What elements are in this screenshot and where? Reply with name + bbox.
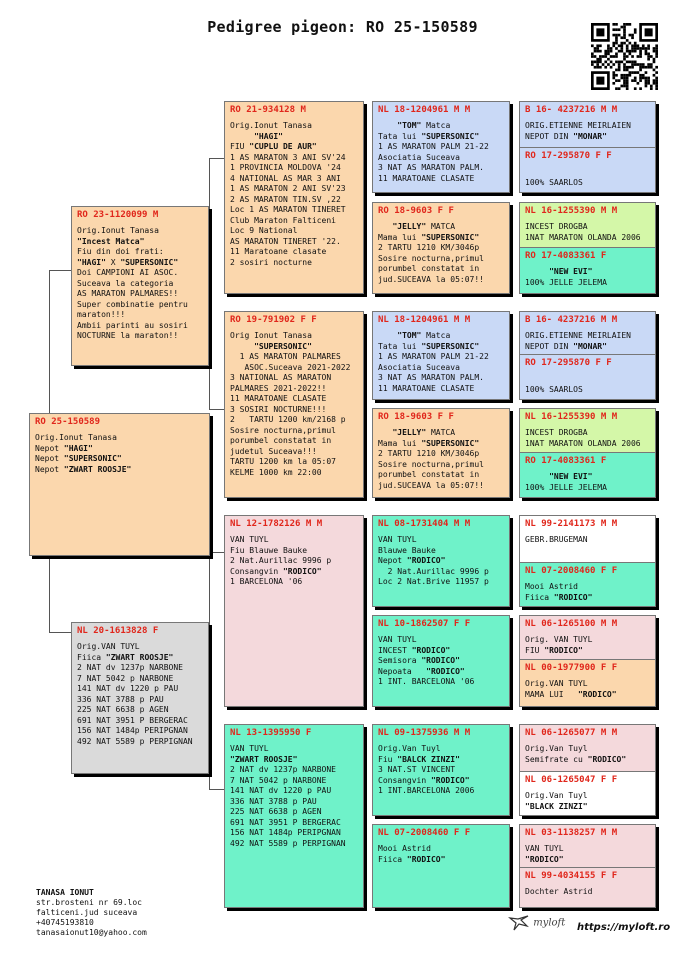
detail-line: "Incest Matca": [77, 236, 145, 246]
detail-line: porumbel constatat in: [230, 436, 332, 445]
qr-code-icon: [591, 23, 658, 90]
gg-pair-4: [519, 408, 656, 498]
gg-card-8: [520, 452, 655, 498]
detail-line: Orig Ionut Tanasa: [230, 331, 312, 340]
detail-line: 3 SOSIRI NOCTURNE!!!: [230, 404, 327, 414]
subject-card: [29, 413, 210, 556]
detail-line: Doi CAMPIONI AI ASOC.: [77, 268, 179, 277]
detail-line: "NEW EVI": [549, 267, 593, 276]
detail-line: 100% SAARLOS: [525, 177, 583, 187]
gg-card-14: [520, 771, 655, 816]
great-grandparent-6-ring: NL 10-1862507 F F: [378, 619, 471, 629]
great-grandparent-card-2: [372, 202, 510, 294]
detail-line: 2 Nat.Aurillac 9996 p: [378, 566, 489, 576]
detail-line: 4 NATIONAL AS MAR 3 ANI: [230, 173, 341, 183]
gg-6-details: [525, 374, 651, 395]
grandparent-4-ring: NL 13-1395950 F: [230, 728, 312, 738]
gg-13-ring: NL 06-1265077 M M: [525, 728, 618, 738]
gg-card-3: [520, 203, 655, 247]
detail-line: 2 NAT dv 1237p NARBONE: [77, 663, 183, 672]
detail-line: 1 AS MARATON 2 ANI SV'23: [230, 184, 346, 193]
dam-card: [71, 622, 209, 774]
detail-line: INCEST DROGBA: [525, 428, 588, 437]
detail-line: Mama lui "SUPERSONIC": [378, 438, 480, 448]
gg-card-7: [520, 409, 655, 452]
gg-9-ring: NL 99-2141173 M M: [525, 519, 618, 529]
gg-1-ring: B 16- 4237216 M M: [525, 105, 618, 115]
detail-line: FIU "CUPLU DE AUR": [230, 142, 317, 151]
detail-line: 100% JELLE JELEMA: [525, 482, 607, 492]
gg-13-details: [525, 744, 651, 765]
sire-ring: RO 23-1120099 M: [77, 210, 159, 220]
great-grandparent-card-6: [372, 615, 510, 707]
connector-line: [209, 158, 225, 410]
myloft-logo: [508, 914, 565, 932]
detail-line: VAN TUYL: [378, 535, 417, 544]
detail-line: Orig.VAN TUYL: [525, 679, 588, 688]
connector-line: [49, 270, 72, 413]
great-grandparent-6-details: [378, 635, 505, 688]
detail-line: Club Maraton Falticeni: [230, 215, 336, 225]
detail-line: Consangvin "RODICO": [230, 566, 322, 576]
gg-8-ring: RO 17-4083361 F: [525, 456, 607, 466]
detail-line: 141 NAT dv 1220 p PAU: [230, 786, 332, 795]
detail-line: 225 NAT 6638 p AGEN: [77, 705, 169, 714]
detail-line: Mooi Astrid: [378, 844, 431, 853]
gg-12-details: [525, 679, 651, 700]
gg-2-ring: RO 17-295870 F F: [525, 151, 612, 161]
detail-line: "SUPERSONIC": [254, 341, 312, 351]
gg-14-ring: NL 06-1265047 F F: [525, 775, 618, 785]
gg-16-ring: NL 99-4034155 F F: [525, 871, 618, 881]
gg-11-details: [525, 635, 651, 656]
gg-9-details: [525, 535, 651, 546]
gg-15-details: [525, 844, 651, 865]
detail-line: 492 NAT 5589 p PERPIGNAN: [230, 838, 346, 848]
detail-line: Ambii parinti au sosiri: [77, 320, 188, 330]
gg-3-details: [525, 222, 651, 243]
detail-line: 2 TARTU 1200 km/2168 p: [230, 415, 346, 424]
grandparent-2-ring: RO 19-791902 F F: [230, 315, 317, 325]
detail-line: jud.SUCEAVA la 05:07!!: [378, 480, 484, 490]
detail-line: 11 Maratoane clasate: [230, 247, 327, 256]
detail-line: ASOC.Suceava 2021-2022: [230, 362, 351, 372]
detail-line: FIU "RODICO": [525, 645, 583, 655]
grandparent-card-2: [224, 311, 364, 498]
gg-pair-5: [519, 515, 656, 607]
sire-details: [77, 226, 204, 342]
detail-line: AS MARATON PALMARES!!: [77, 289, 179, 298]
great-grandparent-4-ring: RO 18-9603 F F: [378, 412, 454, 422]
great-grandparent-2-ring: RO 18-9603 F F: [378, 206, 454, 216]
detail-line: porumbel constatat in: [378, 264, 480, 273]
great-grandparent-3-details: [378, 331, 505, 394]
detail-line: Orig.VAN TUYL: [77, 642, 140, 651]
great-grandparent-3-ring: NL 18-1204961 M M: [378, 315, 471, 325]
detail-line: 336 NAT 3788 p PAU: [77, 694, 164, 704]
detail-line: ORIG.ETIENNE MEIRLAIEN: [525, 331, 631, 340]
detail-line: Orig. VAN TUYL: [525, 635, 593, 644]
detail-line: 1 BARCELONA '06: [230, 577, 303, 586]
detail-line: Nepot "HAGI": [35, 443, 93, 453]
detail-line: Mama lui "SUPERSONIC": [378, 232, 480, 242]
subject-ring: RO 25-150589: [35, 417, 101, 427]
gg-card-13: [520, 725, 655, 771]
gg-14-details: [525, 791, 651, 812]
connector-line: [49, 556, 50, 622]
great-grandparent-8-details: [378, 844, 505, 865]
detail-line: 1 AS MARATON PALM 21-22: [378, 352, 489, 361]
detail-line: ORIG.ETIENNE MEIRLAIEN: [525, 121, 631, 130]
grandparent-card-4: [224, 724, 364, 908]
detail-line: 100% JELLE JELEMA: [525, 277, 607, 287]
detail-line: tanasaionut10@yahoo.com: [36, 928, 147, 937]
detail-line: Tata lui "SUPERSONIC": [378, 341, 480, 351]
gg-2-details: [525, 167, 651, 188]
grandparent-1-details: [230, 121, 359, 268]
great-grandparent-card-4: [372, 408, 510, 498]
detail-line: INCEST DROGBA: [525, 222, 588, 231]
detail-line: INCEST "RODICO": [378, 645, 451, 655]
page-title: Pedigree pigeon: RO 25-150589: [207, 18, 478, 36]
detail-line: 3 NATIONAL AS MARATON: [230, 373, 332, 382]
gg-3-ring: NL 16-1255390 M M: [525, 206, 618, 216]
detail-line: 1 INT. BARCELONA '06: [378, 677, 475, 686]
gg-card-5: [520, 312, 655, 354]
detail-line: 100% SAARLOS: [525, 384, 583, 394]
great-grandparent-card-5: [372, 515, 510, 607]
detail-line: Sosire nocturna,primul: [230, 425, 336, 435]
gg-5-ring: B 16- 4237216 M M: [525, 315, 618, 325]
pigeon-logo-icon: [508, 914, 530, 932]
detail-line: str.brosteni nr 69.loc: [36, 898, 142, 907]
detail-line: 1NAT MARATON OLANDA 2006: [525, 438, 641, 448]
detail-line: 156 NAT 1484p PERIPGNAN: [77, 726, 188, 735]
gg-7-ring: NL 16-1255390 M M: [525, 412, 618, 422]
detail-line: Sosire nocturna,primul: [378, 253, 484, 263]
grandparent-2-details: [230, 331, 359, 478]
detail-line: 7 NAT 5042 p NARBONE: [230, 775, 327, 785]
great-grandparent-card-1: [372, 101, 510, 193]
detail-line: 1 AS MARATON PALM 21-22: [378, 142, 489, 151]
detail-line: Blauwe Bauke: [378, 545, 436, 555]
gg-card-11: [520, 616, 655, 659]
gg-10-details: [525, 582, 651, 603]
gg-card-10: [520, 562, 655, 607]
owner-contact: [36, 888, 147, 938]
gg-card-4: [520, 247, 655, 294]
grandparent-4-details: [230, 744, 359, 849]
great-grandparent-1-ring: NL 18-1204961 M M: [378, 105, 471, 115]
gg-12-ring: NL 00-1977900 F F: [525, 663, 618, 673]
detail-line: KELME 1000 km 22:00: [230, 467, 322, 477]
owner-details: [36, 898, 147, 938]
detail-line: Nepoata "RODICO": [378, 666, 465, 676]
great-grandparent-7-ring: NL 09-1375936 M M: [378, 728, 471, 738]
connector-line: [49, 622, 72, 633]
detail-line: Orig.Ionut Tanasa: [77, 226, 159, 235]
detail-line: "HAGI" X "SUPERSONIC": [77, 257, 179, 267]
great-grandparent-8-ring: NL 07-2008460 F F: [378, 828, 471, 838]
detail-line: 1 INT.BARCELONA 2006: [378, 786, 475, 795]
detail-line: VAN TUYL: [525, 844, 564, 853]
detail-line: Fiica "RODICO": [378, 854, 446, 864]
detail-line: Dochter Astrid: [525, 887, 593, 896]
detail-line: "JELLY" MATCA: [392, 222, 456, 231]
gg-pair-6: [519, 615, 656, 707]
grandparent-card-3: [224, 515, 364, 707]
gg-card-12: [520, 659, 655, 707]
gg-5-details: [525, 331, 651, 352]
gg-10-ring: NL 07-2008460 F F: [525, 566, 618, 576]
detail-line: 2 AS MARATON TIN.SV ,22: [230, 194, 341, 204]
detail-line: Asociatia Suceava: [378, 152, 460, 162]
gg-15-ring: NL 03-1138257 M M: [525, 828, 618, 838]
gg-card-15: [520, 825, 655, 867]
detail-line: Fiu "BALCK ZINZI": [378, 754, 460, 764]
detail-line: [525, 374, 651, 385]
detail-line: 1 AS MARATON PALMARES: [230, 352, 341, 361]
great-grandparent-2-details: [378, 222, 505, 285]
detail-line: 11 MARATOANE CLASATE: [378, 383, 475, 393]
grandparent-card-1: [224, 101, 364, 294]
great-grandparent-card-8: [372, 824, 510, 908]
detail-line: 2 sosiri nocturne: [230, 257, 312, 267]
detail-line: Mooi Astrid: [525, 582, 578, 591]
detail-line: Suceava la categoria: [77, 278, 174, 288]
gg-pair-1: [519, 101, 656, 193]
detail-line: "BLACK ZINZI": [525, 801, 588, 811]
detail-line: MAMA LUI "RODICO": [525, 689, 617, 699]
detail-line: jud.SUCEAVA la 05:07!!: [378, 274, 484, 284]
great-grandparent-card-7: [372, 724, 510, 816]
detail-line: 225 NAT 6638 p AGEN: [230, 807, 322, 816]
gg-card-9: [520, 516, 655, 562]
gg-6-ring: RO 17-295870 F F: [525, 358, 612, 368]
detail-line: 2 TARTU 1210 KM/3046p: [378, 243, 480, 252]
detail-line: Fiu din doi frati:: [77, 247, 164, 256]
detail-line: 3 NAT.ST VINCENT: [378, 765, 456, 774]
great-grandparent-7-details: [378, 744, 505, 797]
gg-pair-3: [519, 311, 656, 400]
detail-line: VAN TUYL: [230, 535, 269, 544]
detail-line: Semifrate cu "RODICO": [525, 754, 627, 764]
detail-line: VAN TUYL: [230, 744, 269, 753]
detail-line: maraton!!!: [77, 310, 126, 319]
detail-line: Loc 2 Nat.Brive 11957 p: [378, 577, 489, 586]
detail-line: Orig.Ionut Tanasa: [230, 121, 312, 130]
detail-line: 2 NAT dv 1237p NARBONE: [230, 765, 336, 774]
detail-line: 3 NAT AS MARATON PALM.: [378, 373, 484, 382]
great-grandparent-1-details: [378, 121, 505, 184]
gg-card-6: [520, 354, 655, 400]
detail-line: 1 PROVINCIA MOLDOVA '24: [230, 163, 341, 172]
gg-pair-7: [519, 724, 656, 816]
detail-line: 7 NAT 5042 p NARBONE: [77, 673, 174, 683]
logo-text: myloft: [533, 917, 566, 929]
detail-line: Semisora "RODICO": [378, 656, 460, 665]
detail-line: Orig.Van Tuyl: [525, 744, 588, 753]
great-grandparent-5-details: [378, 535, 505, 588]
sire-card: [71, 206, 209, 366]
detail-line: TARTU 1200 km la 05:07: [230, 457, 336, 466]
detail-line: 2 Nat.Aurillac 9996 p: [230, 556, 332, 565]
detail-line: porumbel constatat in: [378, 470, 480, 479]
detail-line: 2 TARTU 1210 KM/3046p: [378, 449, 480, 458]
detail-line: 1NAT MARATON OLANDA 2006: [525, 232, 641, 242]
grandparent-1-ring: RO 21-934128 M: [230, 105, 306, 115]
great-grandparent-card-3: [372, 311, 510, 400]
detail-line: "HAGI": [254, 131, 283, 141]
detail-line: 1 AS MARATON 3 ANI SV'24: [230, 152, 346, 162]
detail-line: Loc 9 National: [230, 226, 298, 235]
detail-line: Nepot "SUPERSONIC": [35, 454, 122, 463]
detail-line: Loc 1 AS MARATON TINERET: [230, 205, 346, 214]
detail-line: Super combinatie pentru: [77, 299, 188, 309]
great-grandparent-4-details: [378, 428, 505, 491]
gg-card-16: [520, 867, 655, 908]
gg-card-1: [520, 102, 655, 147]
detail-line: Nepot "RODICO": [378, 556, 446, 565]
detail-line: Tata lui "SUPERSONIC": [378, 131, 480, 141]
detail-line: Orig.Ionut Tanasa: [35, 433, 117, 442]
detail-line: 141 NAT dv 1220 p PAU: [77, 684, 179, 693]
gg-4-ring: RO 17-4083361 F: [525, 251, 607, 261]
detail-line: "NEW EVI": [549, 472, 593, 481]
detail-line: VAN TUYL: [378, 635, 417, 644]
detail-line: "ZWART ROOSJE": [230, 754, 298, 764]
detail-line: Consangvin "RODICO": [378, 775, 470, 785]
detail-line: Fiica "RODICO": [525, 592, 593, 602]
detail-line: 3 NAT AS MARATON PALM.: [378, 163, 484, 172]
detail-line: 11 MARATOANE CLASATE: [378, 173, 475, 183]
detail-line: falticeni.jud suceava: [36, 908, 138, 917]
connector-line: [209, 552, 225, 790]
gg-11-ring: NL 06-1265100 M M: [525, 619, 618, 629]
detail-line: 691 NAT 3951 P BERGERAC: [77, 715, 188, 725]
gg-1-details: [525, 121, 651, 142]
detail-line: +40745193810: [36, 918, 94, 927]
detail-line: "RODICO": [525, 854, 564, 864]
grandparent-3-details: [230, 535, 359, 588]
gg-4-details: [525, 267, 651, 288]
detail-line: "TOM" Matca: [397, 331, 451, 340]
detail-line: 691 NAT 3951 P BERGERAC: [230, 817, 341, 827]
dam-ring: NL 20-1613828 F: [77, 626, 159, 636]
gg-8-details: [525, 472, 651, 493]
detail-line: NEPOT DIN "MONAR": [525, 341, 607, 351]
detail-line: NEPOT DIN "MONAR": [525, 131, 607, 141]
owner-name: TANASA IONUT: [36, 888, 94, 897]
grandparent-3-ring: NL 12-1782126 M M: [230, 519, 323, 529]
detail-line: 11 MARATOANE CLASATE: [230, 394, 327, 403]
subject-details: [35, 433, 205, 475]
gg-7-details: [525, 428, 651, 449]
detail-line: PALMARES 2021-2022!!: [230, 383, 327, 393]
detail-line: 492 NAT 5589 p PERPIGNAN: [77, 736, 193, 746]
gg-16-details: [525, 887, 651, 898]
gg-card-2: [520, 147, 655, 193]
gg-pair-2: [519, 202, 656, 294]
website-link[interactable]: https://myloft.ro: [577, 922, 671, 933]
detail-line: GEBR.BRUGEMAN: [525, 535, 588, 544]
detail-line: Orig.Van Tuyl: [378, 744, 441, 753]
detail-line: Orig.Van Tuyl: [525, 791, 588, 800]
detail-line: NOCTURNE la maraton!!: [77, 331, 179, 340]
detail-line: "JELLY" MATCA: [392, 428, 456, 437]
detail-line: Fiica "ZWART ROOSJE": [77, 652, 174, 662]
detail-line: judetul Suceava!!!: [230, 446, 317, 456]
detail-line: "TOM" Matca: [397, 121, 451, 130]
great-grandparent-5-ring: NL 08-1731404 M M: [378, 519, 471, 529]
gg-pair-8: [519, 824, 656, 908]
detail-line: Asociatia Suceava: [378, 362, 460, 372]
detail-line: Nepot "ZWART ROOSJE": [35, 464, 132, 474]
detail-line: Sosire nocturna,primul: [378, 459, 484, 469]
detail-line: 336 NAT 3788 p PAU: [230, 796, 317, 806]
detail-line: [525, 167, 651, 178]
detail-line: AS MARATON TINERET '22.: [230, 236, 341, 246]
detail-line: 156 NAT 1484p PERIPGNAN: [230, 828, 341, 837]
detail-line: Fiu Blauwe Bauke: [230, 545, 308, 555]
dam-details: [77, 642, 204, 747]
